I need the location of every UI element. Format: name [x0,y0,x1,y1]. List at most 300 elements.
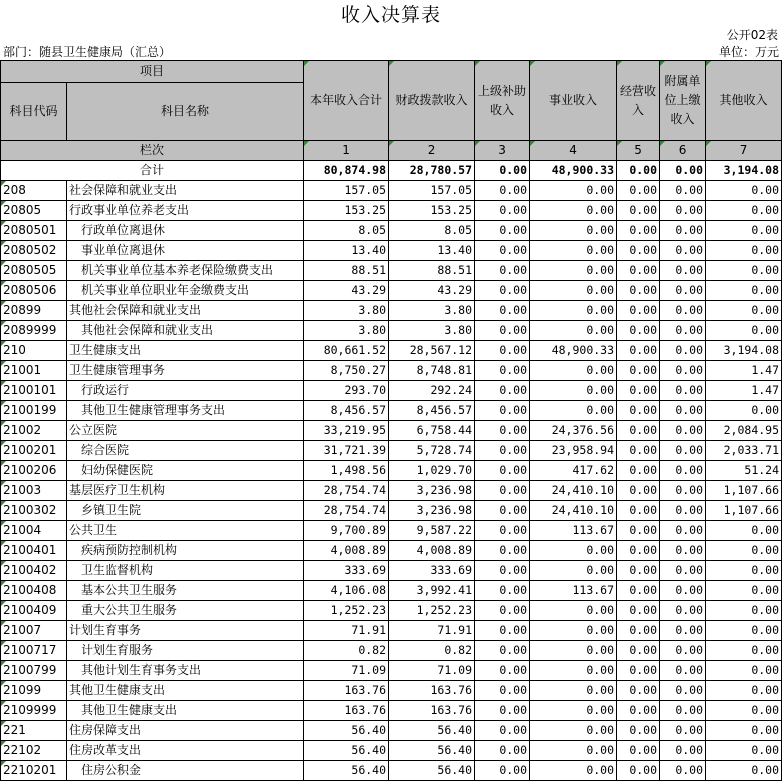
amount-cell: 5,728.74 [389,441,475,461]
amount-cell: 0.00 [660,381,706,401]
amount-cell: 1,252.23 [304,601,389,621]
amount-cell: 0.00 [617,761,660,781]
amount-cell: 9,700.89 [304,521,389,541]
subject-name: 卫生监督机构 [67,561,304,581]
subject-name: 住房改革支出 [67,741,304,761]
amount-cell: 0.00 [617,281,660,301]
amount-cell: 0.00 [530,281,617,301]
amount-cell: 0.00 [617,441,660,461]
amount-cell: 0.00 [660,221,706,241]
amount-cell: 333.69 [389,561,475,581]
amount-cell: 0.00 [660,201,706,221]
amount-cell: 71.91 [389,621,475,641]
amount-cell: 48,900.33 [530,341,617,361]
subject-name: 其他社会保障和就业支出 [67,321,304,341]
amount-cell: 0.00 [475,201,530,221]
amount-cell: 0.00 [660,341,706,361]
amount-cell: 28,567.12 [389,341,475,361]
amount-cell: 0.00 [706,401,782,421]
amount-cell: 0.00 [706,641,782,661]
report-title: 收入决算表 [340,4,441,26]
amount-cell: 163.76 [389,681,475,701]
amount-cell: 157.05 [304,181,389,201]
amount-cell: 0.00 [617,521,660,541]
subject-code: 2089999 [1,321,67,341]
amount-cell: 0.00 [530,621,617,641]
subject-name: 基本公共卫生服务 [67,581,304,601]
amount-cell: 0.00 [706,241,782,261]
header-affiliated: 附属单位上缴收入 [660,61,706,141]
amount-cell: 0.00 [660,681,706,701]
amount-cell: 0.00 [617,381,660,401]
subject-name: 公立医院 [67,421,304,441]
table-row [1,681,782,701]
subject-name: 重大公共卫生服务 [67,601,304,621]
header-total-income: 本年收入合计 [304,61,389,141]
amount-cell: 24,376.56 [530,421,617,441]
amount-cell: 43.29 [304,281,389,301]
amount-cell: 0.00 [706,201,782,221]
amount-cell: 0.00 [617,601,660,621]
subject-code: 2080501 [1,221,67,241]
amount-cell: 0.00 [706,661,782,681]
amount-cell: 1,029.70 [389,461,475,481]
department-label: 部门：随县卫生健康局（汇总） [3,45,172,59]
amount-cell: 0.00 [530,361,617,381]
total-label: 合计 [1,161,304,181]
amount-cell: 0.00 [660,641,706,661]
table-row [1,201,782,221]
amount-cell: 0.00 [660,321,706,341]
amount-cell: 0.00 [617,581,660,601]
header-business: 事业收入 [530,61,617,141]
amount-cell: 0.00 [475,701,530,721]
amount-cell: 0.00 [530,181,617,201]
amount-cell: 0.00 [617,741,660,761]
amount-cell: 0.00 [706,681,782,701]
table-row [1,241,782,261]
amount-cell: 0.00 [706,301,782,321]
total-row [1,161,782,181]
amount-cell: 0.00 [660,661,706,681]
amount-cell: 0.82 [389,641,475,661]
amount-cell: 3.80 [304,301,389,321]
table-row [1,381,782,401]
table-row [1,741,782,761]
amount-cell: 0.00 [530,601,617,621]
amount-cell: 0.00 [530,561,617,581]
subject-code: 2100401 [1,541,67,561]
table-row [1,641,782,661]
amount-cell: 153.25 [304,201,389,221]
subject-code: 210 [1,341,67,361]
subject-code: 2080502 [1,241,67,261]
subject-code: 21003 [1,481,67,501]
amount-cell: 0.00 [617,541,660,561]
amount-cell: 1.47 [706,381,782,401]
table-row [1,501,782,521]
amount-cell: 0.00 [617,301,660,321]
amount-cell: 1.47 [706,361,782,381]
amount-cell: 0.00 [530,721,617,741]
subject-name: 公共卫生 [67,521,304,541]
amount-cell: 0.00 [475,601,530,621]
total-cell: 28,780.57 [389,161,475,181]
amount-cell: 0.00 [530,741,617,761]
amount-cell: 0.00 [706,521,782,541]
subject-code: 2080505 [1,261,67,281]
subject-code: 208 [1,181,67,201]
amount-cell: 13.40 [304,241,389,261]
amount-cell: 3.80 [389,301,475,321]
amount-cell: 4,008.89 [304,541,389,561]
subject-name: 综合医院 [67,441,304,461]
amount-cell: 0.00 [475,261,530,281]
amount-cell: 0.00 [475,341,530,361]
subject-name: 住房公积金 [67,761,304,781]
subject-name: 住房保障支出 [67,721,304,741]
amount-cell: 0.00 [706,581,782,601]
amount-cell: 0.00 [660,281,706,301]
amount-cell: 0.00 [660,581,706,601]
amount-cell: 0.00 [617,361,660,381]
table-row [1,721,782,741]
amount-cell: 0.00 [706,761,782,781]
amount-cell: 333.69 [304,561,389,581]
subject-name: 机关事业单位职业年金缴费支出 [67,281,304,301]
amount-cell: 8.05 [304,221,389,241]
amount-cell: 0.00 [530,641,617,661]
subject-name: 其他卫生健康支出 [67,681,304,701]
subject-name: 卫生健康支出 [67,341,304,361]
subject-code: 2100799 [1,661,67,681]
amount-cell: 0.82 [304,641,389,661]
amount-cell: 23,958.94 [530,441,617,461]
table-row [1,421,782,441]
amount-cell: 0.00 [617,721,660,741]
amount-cell: 0.00 [617,481,660,501]
header-item: 项目 [1,61,304,83]
amount-cell: 56.40 [304,721,389,741]
amount-cell: 153.25 [389,201,475,221]
amount-cell: 0.00 [660,481,706,501]
total-cell: 0.00 [617,161,660,181]
amount-cell: 0.00 [475,421,530,441]
amount-cell: 0.00 [530,261,617,281]
subject-code: 2100402 [1,561,67,581]
amount-cell: 0.00 [530,761,617,781]
amount-cell: 0.00 [660,181,706,201]
amount-cell: 0.00 [475,641,530,661]
amount-cell: 0.00 [475,621,530,641]
amount-cell: 0.00 [475,301,530,321]
amount-cell: 8,748.81 [389,361,475,381]
table-row [1,321,782,341]
amount-cell: 0.00 [617,501,660,521]
amount-cell: 0.00 [660,521,706,541]
total-cell: 3,194.08 [706,161,782,181]
amount-cell: 0.00 [475,741,530,761]
amount-cell: 0.00 [706,181,782,201]
amount-cell: 0.00 [660,561,706,581]
amount-cell: 0.00 [706,321,782,341]
amount-cell: 0.00 [530,661,617,681]
subject-code: 2100409 [1,601,67,621]
subject-code: 21007 [1,621,67,641]
amount-cell: 0.00 [617,641,660,661]
income-table [0,60,782,781]
amount-cell: 0.00 [617,341,660,361]
subject-code: 21001 [1,361,67,381]
amount-cell: 80,661.52 [304,341,389,361]
subject-code: 2100101 [1,381,67,401]
amount-cell: 71.09 [304,661,389,681]
table-row [1,461,782,481]
subject-name: 行政单位离退休 [67,221,304,241]
table-row [1,281,782,301]
amount-cell: 292.24 [389,381,475,401]
total-cell: 48,900.33 [530,161,617,181]
subject-code: 20899 [1,301,67,321]
col-number: 1 [304,141,389,161]
amount-cell: 0.00 [617,321,660,341]
amount-cell: 71.91 [304,621,389,641]
amount-cell: 0.00 [617,241,660,261]
subject-code: 21004 [1,521,67,541]
amount-cell: 0.00 [475,241,530,261]
table-row [1,521,782,541]
subject-code: 2080506 [1,281,67,301]
amount-cell: 24,410.10 [530,481,617,501]
amount-cell: 157.05 [389,181,475,201]
amount-cell: 13.40 [389,241,475,261]
subject-name: 基层医疗卫生机构 [67,481,304,501]
amount-cell: 3,992.41 [389,581,475,601]
amount-cell: 0.00 [530,221,617,241]
col-number: 6 [660,141,706,161]
subject-name: 妇幼保健医院 [67,461,304,481]
amount-cell: 0.00 [530,401,617,421]
amount-cell: 2,084.95 [706,421,782,441]
col-number: 7 [706,141,782,161]
amount-cell: 8.05 [389,221,475,241]
header-name: 科目名称 [67,83,304,141]
subject-name: 其他社会保障和就业支出 [67,301,304,321]
amount-cell: 0.00 [617,561,660,581]
amount-cell: 56.40 [304,761,389,781]
header-superior: 上级补助收入 [475,61,530,141]
table-row [1,441,782,461]
amount-cell: 8,456.57 [304,401,389,421]
col-number: 5 [617,141,660,161]
amount-cell: 0.00 [706,541,782,561]
amount-cell: 0.00 [660,401,706,421]
amount-cell: 0.00 [475,381,530,401]
subject-code: 21002 [1,421,67,441]
amount-cell: 3.80 [389,321,475,341]
amount-cell: 3,194.08 [706,341,782,361]
amount-cell: 0.00 [660,621,706,641]
subject-name: 社会保障和就业支出 [67,181,304,201]
amount-cell: 56.40 [389,741,475,761]
col-number: 2 [389,141,475,161]
amount-cell: 0.00 [660,241,706,261]
amount-cell: 24,410.10 [530,501,617,521]
col-number: 4 [530,141,617,161]
subject-name: 疾病预防控制机构 [67,541,304,561]
amount-cell: 56.40 [304,741,389,761]
amount-cell: 0.00 [475,481,530,501]
subject-code: 22102 [1,741,67,761]
amount-cell: 0.00 [706,701,782,721]
amount-cell: 0.00 [475,761,530,781]
subject-code: 2100201 [1,441,67,461]
amount-cell: 0.00 [530,541,617,561]
amount-cell: 1,252.23 [389,601,475,621]
amount-cell: 0.00 [660,461,706,481]
amount-cell: 0.00 [660,541,706,561]
amount-cell: 0.00 [617,421,660,441]
amount-cell: 0.00 [706,261,782,281]
subject-code: 2100717 [1,641,67,661]
form-number: 公开02表 [726,28,778,42]
amount-cell: 0.00 [706,561,782,581]
amount-cell: 0.00 [617,401,660,421]
amount-cell: 0.00 [706,601,782,621]
table-row [1,301,782,321]
amount-cell: 293.70 [304,381,389,401]
subject-name: 计划生育事务 [67,621,304,641]
header-code: 科目代码 [1,83,67,141]
table-row [1,661,782,681]
amount-cell: 113.67 [530,521,617,541]
subject-name: 机关事业单位基本养老保险缴费支出 [67,261,304,281]
amount-cell: 0.00 [475,661,530,681]
amount-cell: 0.00 [660,501,706,521]
table-row [1,401,782,421]
amount-cell: 0.00 [617,261,660,281]
amount-cell: 0.00 [660,361,706,381]
amount-cell: 4,106.08 [304,581,389,601]
table-row [1,361,782,381]
subject-name: 其他计划生育事务支出 [67,661,304,681]
amount-cell: 163.76 [304,701,389,721]
amount-cell: 0.00 [706,721,782,741]
amount-cell: 71.09 [389,661,475,681]
amount-cell: 0.00 [617,181,660,201]
amount-cell: 8,456.57 [389,401,475,421]
amount-cell: 1,107.66 [706,481,782,501]
amount-cell: 0.00 [706,221,782,241]
table-row [1,341,782,361]
subject-code: 2100206 [1,461,67,481]
total-cell: 0.00 [660,161,706,181]
subject-code: 2210201 [1,761,67,781]
amount-cell: 1,498.56 [304,461,389,481]
subject-code: 2100302 [1,501,67,521]
amount-cell: 0.00 [617,701,660,721]
amount-cell: 0.00 [475,321,530,341]
amount-cell: 0.00 [530,321,617,341]
col-number: 3 [475,141,530,161]
subject-name: 其他卫生健康管理事务支出 [67,401,304,421]
amount-cell: 0.00 [660,301,706,321]
amount-cell: 0.00 [475,681,530,701]
amount-cell: 0.00 [475,461,530,481]
amount-cell: 417.62 [530,461,617,481]
amount-cell: 0.00 [530,201,617,221]
table-row [1,601,782,621]
subject-code: 2100199 [1,401,67,421]
amount-cell: 0.00 [660,601,706,621]
amount-cell: 0.00 [706,741,782,761]
amount-cell: 0.00 [660,421,706,441]
amount-cell: 0.00 [660,761,706,781]
amount-cell: 0.00 [706,281,782,301]
table-row [1,761,782,781]
amount-cell: 56.40 [389,761,475,781]
amount-cell: 0.00 [530,681,617,701]
table-row [1,261,782,281]
amount-cell: 0.00 [530,301,617,321]
amount-cell: 0.00 [660,441,706,461]
header-other: 其他收入 [706,61,782,141]
amount-cell: 8,750.27 [304,361,389,381]
subject-name: 行政运行 [67,381,304,401]
subject-code: 2100408 [1,581,67,601]
table-row [1,621,782,641]
subject-name: 计划生育服务 [67,641,304,661]
header-fiscal: 财政拨款收入 [389,61,475,141]
amount-cell: 2,033.71 [706,441,782,461]
amount-cell: 0.00 [706,621,782,641]
subject-name: 其他卫生健康支出 [67,701,304,721]
header-operating: 经营收入 [617,61,660,141]
amount-cell: 51.24 [706,461,782,481]
amount-cell: 28,754.74 [304,501,389,521]
table-row [1,181,782,201]
amount-cell: 0.00 [475,721,530,741]
amount-cell: 0.00 [475,541,530,561]
amount-cell: 0.00 [660,721,706,741]
amount-cell: 0.00 [617,221,660,241]
amount-cell: 1,107.66 [706,501,782,521]
amount-cell: 3,236.98 [389,481,475,501]
subject-code: 2109999 [1,701,67,721]
amount-cell: 163.76 [304,681,389,701]
amount-cell: 0.00 [475,221,530,241]
amount-cell: 6,758.44 [389,421,475,441]
table-row [1,481,782,501]
amount-cell: 163.76 [389,701,475,721]
amount-cell: 0.00 [660,261,706,281]
subject-code: 20805 [1,201,67,221]
total-cell: 80,874.98 [304,161,389,181]
table-row [1,561,782,581]
subject-name: 事业单位离退休 [67,241,304,261]
amount-cell: 88.51 [304,261,389,281]
table-row [1,221,782,241]
amount-cell: 0.00 [475,361,530,381]
amount-cell: 0.00 [617,621,660,641]
amount-cell: 0.00 [617,681,660,701]
amount-cell: 0.00 [475,181,530,201]
amount-cell: 28,754.74 [304,481,389,501]
amount-cell: 113.67 [530,581,617,601]
amount-cell: 0.00 [475,441,530,461]
subject-name: 乡镇卫生院 [67,501,304,521]
amount-cell: 0.00 [475,501,530,521]
